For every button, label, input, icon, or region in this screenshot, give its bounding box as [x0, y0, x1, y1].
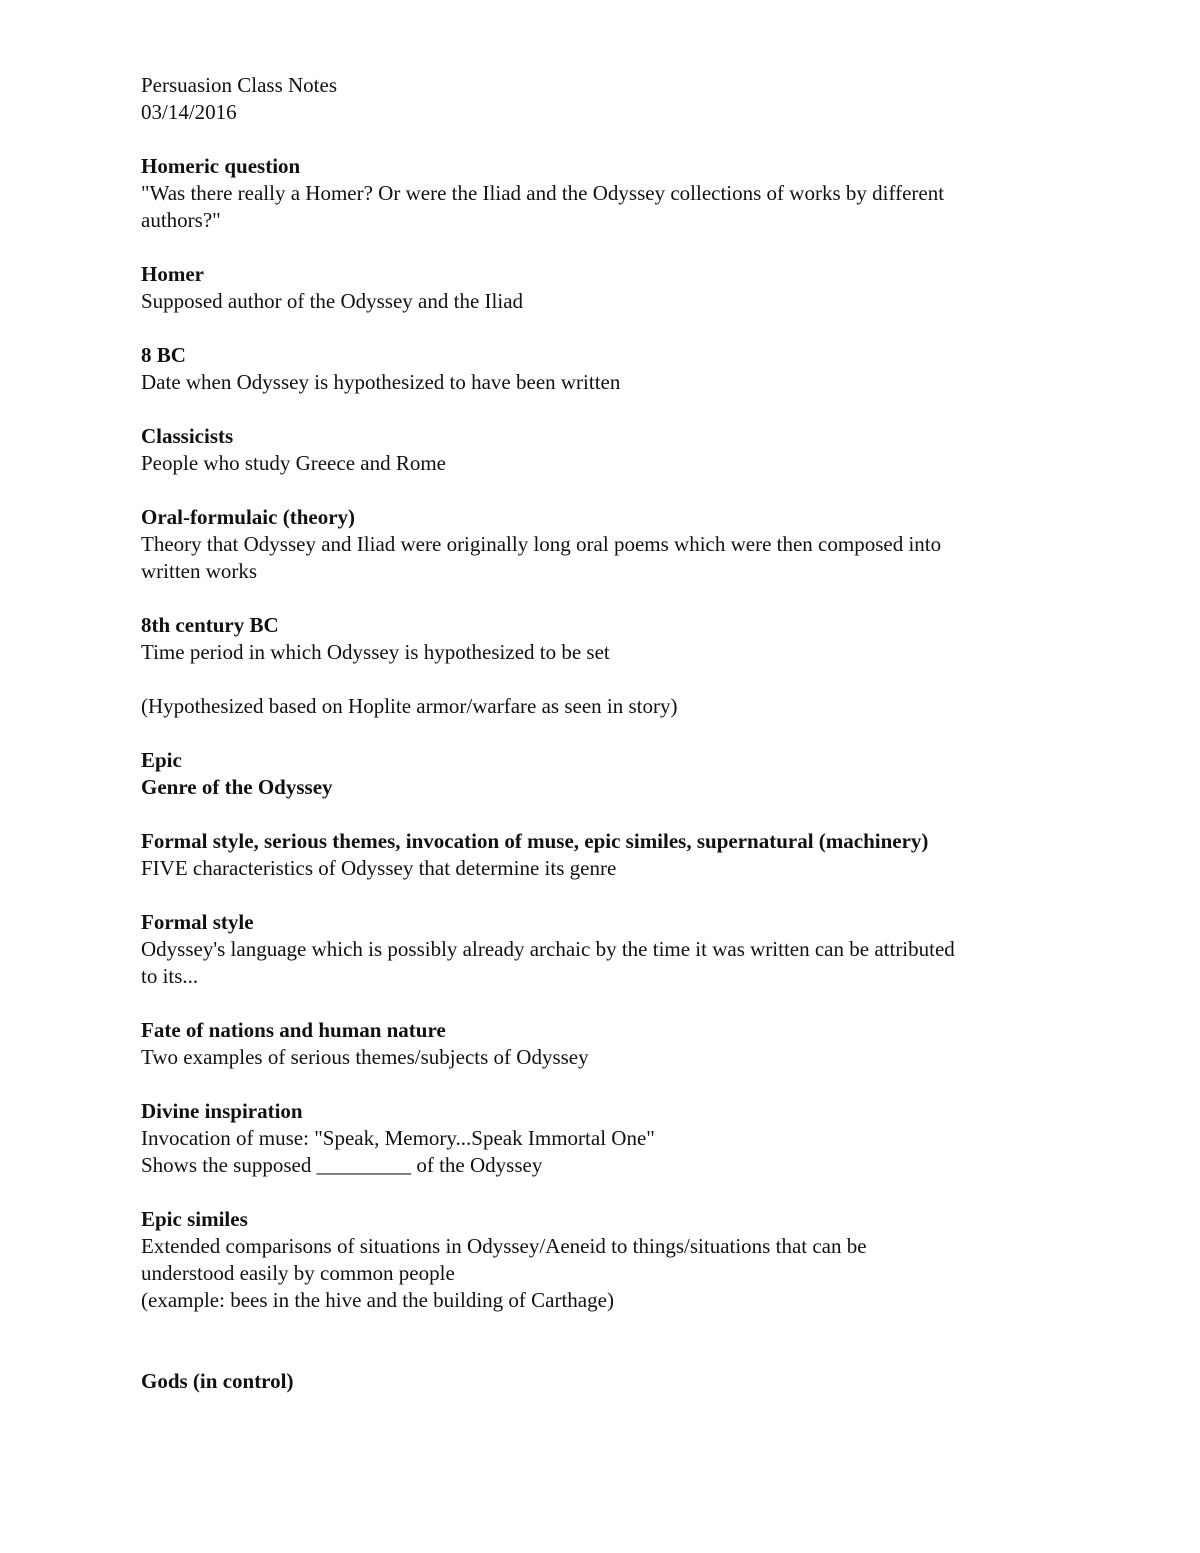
term-homeric-question: Homeric question — [141, 154, 301, 178]
definition-line: People who study Greece and Rome — [141, 451, 447, 475]
definition-note: (Hypothesized based on Hoplite armor/warfare as seen in story) — [141, 694, 678, 718]
definition-line: Invocation of muse: "Speak, Memory...Speak Immortal One" — [141, 1126, 655, 1150]
definition-line: Time period in which Odyssey is hypothesized to be set — [141, 640, 610, 664]
definition-line: authors?" — [141, 208, 221, 232]
definition-line: understood easily by common people — [141, 1261, 455, 1285]
definition-line: Date when Odyssey is hypothesized to have been written — [141, 370, 621, 394]
term-8th-century-bc: 8th century BC — [141, 613, 279, 637]
document-title: Persuasion Class Notes — [141, 73, 337, 97]
definition-line: "Was there really a Homer? Or were the Iliad and the Odyssey collections of works by different — [141, 181, 945, 205]
term-8-bc: 8 BC — [141, 343, 186, 367]
term-epic-similes: Epic similes — [141, 1207, 248, 1231]
definition-line: Theory that Odyssey and Iliad were originally long oral poems which were then composed into — [141, 532, 942, 556]
term-homer: Homer — [141, 262, 204, 286]
term-fate-of-nations: Fate of nations and human nature — [141, 1018, 446, 1042]
term-epic: Epic — [141, 748, 182, 772]
term-formal-style: Formal style — [141, 910, 254, 934]
notes-body — [141, 72, 1071, 1395]
definition-line: to its... — [141, 964, 199, 988]
definition-line: Odyssey's language which is possibly already archaic by the time it was written can be attributed — [141, 937, 955, 961]
definition-line: Supposed author of the Odyssey and the Iliad — [141, 289, 524, 313]
definition-line: (example: bees in the hive and the building of Carthage) — [141, 1288, 614, 1312]
term-divine-inspiration: Divine inspiration — [141, 1099, 303, 1123]
document-date: 03/14/2016 — [141, 100, 237, 124]
term-oral-formulaic: Oral-formulaic (theory) — [141, 505, 356, 529]
definition-line: written works — [141, 559, 258, 583]
definition-line: Two examples of serious themes/subjects of Odyssey — [141, 1045, 589, 1069]
term-gods-in-control: Gods (in control) — [141, 1369, 294, 1393]
term-genre-of-odyssey: Genre of the Odyssey — [141, 775, 333, 799]
definition-line: Shows the supposed _________ of the Odyssey — [141, 1153, 543, 1177]
definition-line: Extended comparisons of situations in Odyssey/Aeneid to things/situations that can be — [141, 1234, 867, 1258]
term-five-characteristics: Formal style, serious themes, invocation of muse, epic similes, supernatural (machinery) — [141, 829, 929, 853]
term-classicists: Classicists — [141, 424, 234, 448]
definition-line: FIVE characteristics of Odyssey that determine its genre — [141, 856, 617, 880]
